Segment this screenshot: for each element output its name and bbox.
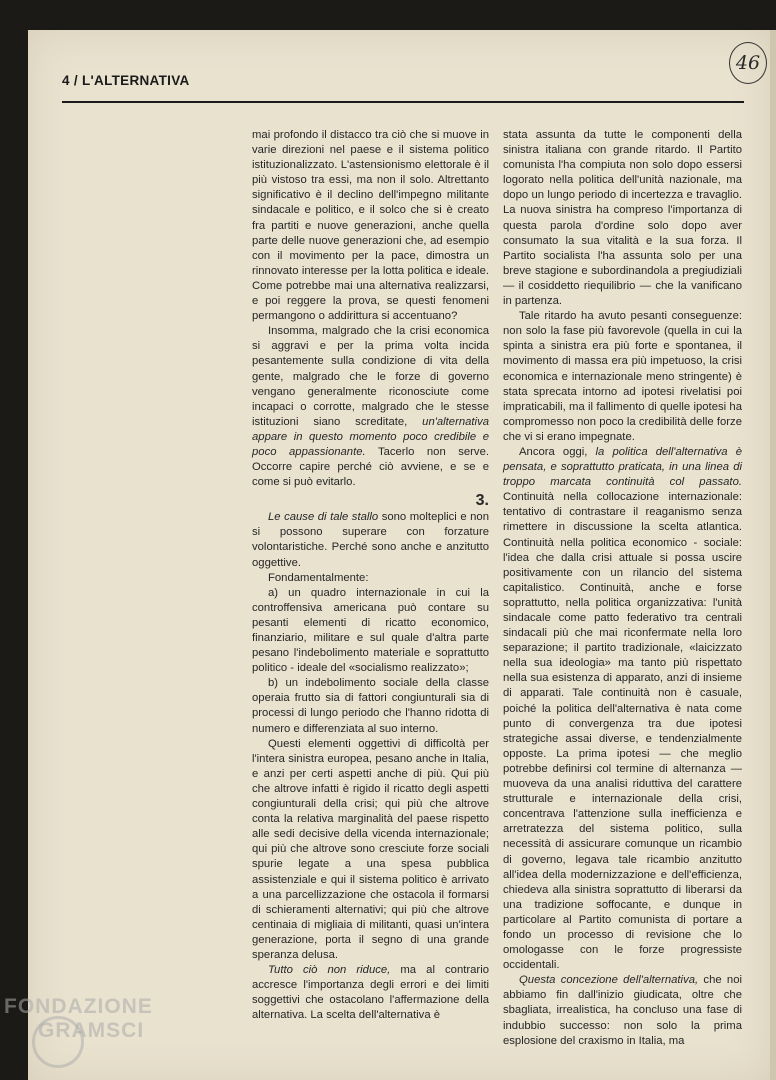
list-item: a) un quadro internazionale in cui la controffensiva americana può contare su pesanti elementi di ricatto economico, finanziario, militare e sul quale d'altra parte pesano l'indebolimento materiale e soprattutto politico - ideale del «socialismo realizzato»;	[252, 586, 489, 675]
paragraph: Le cause di tale stallo sono molteplici e non si possono superare con forzature volontaristiche. Perché sono anche e anzitutto oggettive.	[252, 511, 489, 569]
paragraph: mai profondo il distacco tra ciò che si muove in varie direzioni nel paese e il sistema politico istituzionalizzato. L'astensionismo elettorale è il più vistoso tra essi, ma non il solo. Altrettanto significativo è il declino dell'impegno militante sindacale e politico, e il solco che si è creato fra partiti e nuove generazioni, anche quella parte delle nuove generazioni che, ad esempio con il movimento per la pace, dimostra un rinnovato interesse per la lotta politica e ideale. Come potrebbe mai una alternativa realizzarsi, e poi reggere la prova, se questi fenomeni permangono o addirittura si accentuano?	[252, 129, 489, 323]
paragraph: Tale ritardo ha avuto pesanti conseguenze: non solo la fase più favorevole (quella in cui la spinta a sinistra era più forte e spontanea, il movimento di massa era più impetuoso, la crisi economica e internazionale meno stringente) è stata sprecata intorno ad ipotesi rivelatisi poi impraticabili, ma il fallimento di quelle ipotesi ha compromesso non poco la credibilità delle forze che vi si erano impegnate.	[503, 310, 742, 443]
paragraph: Questi elementi oggettivi di difficoltà per l'intera sinistra europea, pesano anche in Italia, e anzi per certi aspetti anche di più. Qui più che altrove infatti è rigido il ricatto degli aspetti congiunturali della crisi; qui più che altrove conta la relativa marginalità del paese rispetto alle sedi decisive della vicenda internazionale; qui più che altrove sono cresciute forze sociali spurie legate a una spesa pubblica assistenziale e qui il sistema politico è arrivato a una parcellizzazione che ostacola il formarsi di schieramenti alternativi; qui più che altrove centinaia di migliaia di militanti, quasi un'intera generazione, porta il segno di una grande speranza delusa.	[252, 737, 489, 961]
paragraph: Fondamentalmente:	[268, 571, 369, 584]
paragraph: stata assunta da tutte le componenti della sinistra italiana con grande ritardo. Il Partito comunista l'ha compiuta non solo dopo essersi logorato nella politica dell'unità nazionale, ma dopo un lungo periodo di incertezza e travaglio. La nuova sinistra ha compreso l'importanza di questa parola d'ordine solo dopo aver consumato la sua vitalità e la sua forza. Il Partito socialista l'ha assunta solo per una breve stagione e subordinandola a pregiudiziali — il cosiddetto riequilibrio — che la vanificano in partenza.	[503, 129, 742, 308]
paragraph: Insomma, malgrado che la crisi economica si aggravi e per la prima volta incida pesantemente sulla condizione di vita della gente, malgrado che le forze di governo vengano generalmente riconosciute come incapaci o corrotte, malgrado che le stesse istituzioni siano screditate, un'alternativa appare in questo momento poco credibile e poco appassionante. Tacerlo non serve. Occorre capire perché ciò avviene, e se e come si può evitarlo.	[252, 325, 489, 489]
handwritten-page-number: 46	[729, 42, 767, 84]
section-number: 3.	[475, 492, 489, 510]
paragraph: Tutto ciò non riduce, ma al contrario accresce l'importanza degli errori e dei limiti soggettivi che ostacolano l'affermazione della alternativa. La scelta dell'alternativa è	[252, 964, 489, 1022]
paragraph: Ancora oggi, la politica dell'alternativa è pensata, e soprattutto praticata, in una linea di troppo marcata continuità col passato. Continuità nella collocazione internazionale: tentativo di contrastare il reaganismo senza rimettere in discussione la scelta atlantica. Continuità nella politica economico - sociale: l'idea che dalla crisi attuale si possa uscire positivamente con un rilancio del sistema capitalistico. Continuità, anche e forse soprattutto, nella politica organizzativa: l'unità sindacale come patto federativo tra centrali sindacali più che mai riconfermate nella loro separazione; il partito tradizionale, «laicizzato nella sua ideologia» ma tanto più rispettato nella sua esistenza di apparato, anzi di insieme di apparati. Tale continuità non è casuale, poiché la politica dell'alternativa è nata come punto di convergenza tra due ipotesi strategiche assai diverse, e tendenzialmente opposte. La prima ipotesi — che meglio potrebbe definirsi col termine di alternanza — muoveva da una analisi riduttiva del carattere strutturale e internazionale della crisi, concentrava l'attenzione sulla inefficienza e arretratezza del sistema politico, sulla necessità di assicurare comunque un ricambio di governo, legava tale ricambio anzitutto all'idea della modernizzazione e dell'efficienza, chiedeva alla sinistra soprattutto di liberarsi da una tradizione soffocante, e dunque in particolare al Partito comunista di portare a fondo un processo di revisione che lo omologasse con le forze progressiste occidentali.	[503, 445, 742, 972]
left-column	[252, 128, 489, 1023]
running-header: 4 / L'ALTERNATIVA	[62, 73, 190, 88]
paragraph: Questa concezione dell'alternativa, che noi abbiamo fin dall'inizio giudicata, oltre che sbagliata, irrealistica, ha concluso una fase di indubbio successo: non solo la prima esplosione del craxismo in Italia, ma	[503, 974, 742, 1047]
adjacent-page-edge	[770, 30, 776, 1080]
right-column	[503, 128, 742, 1049]
header-rule	[62, 101, 744, 103]
list-item: b) un indebolimento sociale della classe operaia frutto sia di fattori congiunturali sia di processi di lungo periodo che l'hanno ridotta di numero e differenziata al suo interno.	[252, 677, 489, 735]
watermark: FONDAZIONE GRAMSCI	[4, 995, 153, 1042]
